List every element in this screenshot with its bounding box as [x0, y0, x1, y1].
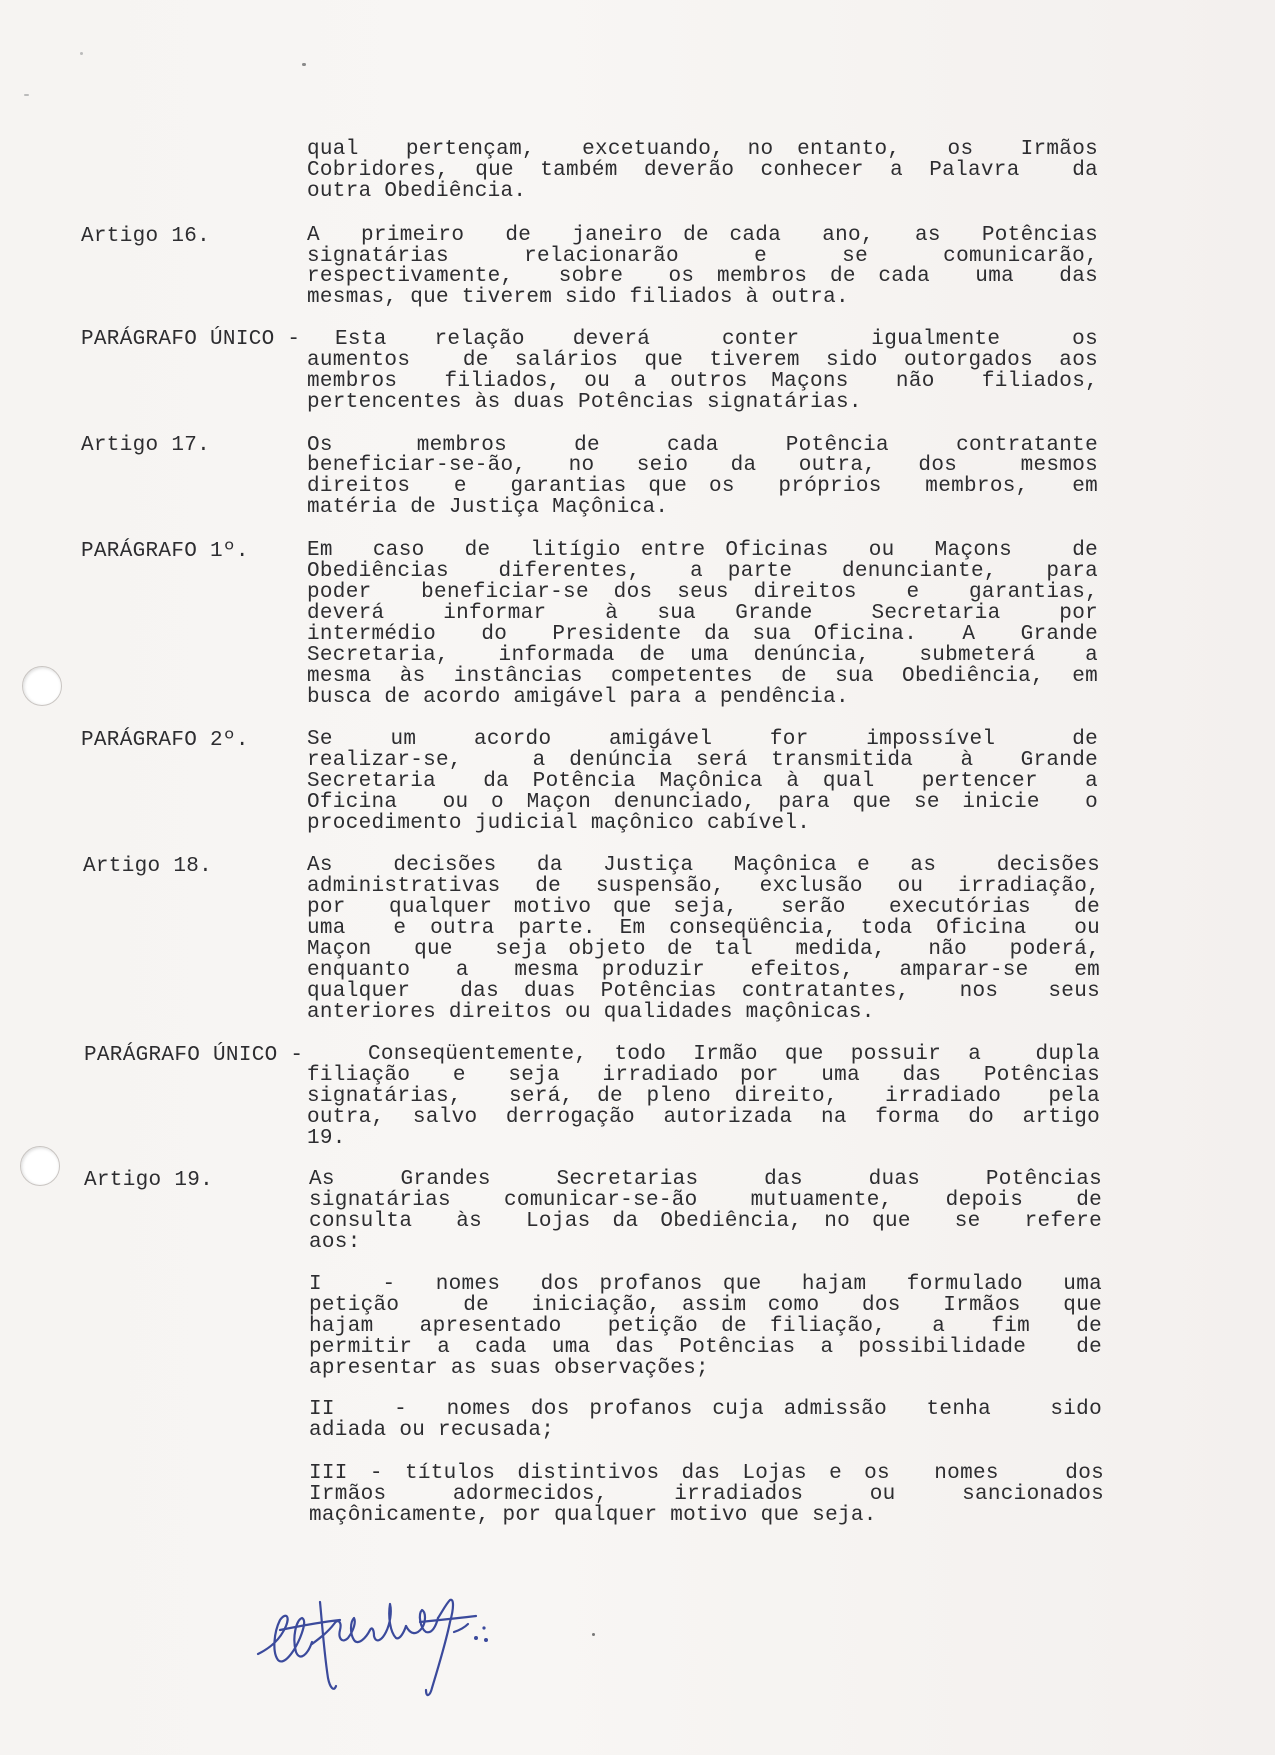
article-label: Artigo 17.	[81, 434, 211, 457]
text-line: beneficiar-se-ão, no seio da outra, dos mesmos	[307, 454, 1098, 477]
text-line: respectivamente, sobre os membros de cada uma das	[307, 265, 1098, 288]
text-line: Maçon que seja objeto de tal medida, não poderá,	[307, 938, 1100, 961]
text-line: signatárias comunicar-se-ão mutuamente, depois de	[309, 1189, 1102, 1212]
article-label: Artigo 18.	[83, 855, 213, 878]
text-line: enquanto a mesma produzir efeitos, amparar-se em	[307, 959, 1100, 982]
text-line: I - nomes dos profanos que hajam formulado uma	[309, 1273, 1102, 1296]
text-line: maçônicamente, por qualquer motivo que seja.	[309, 1504, 877, 1527]
text-line: Cobridores, que também deverão conhecer a Palavra da	[307, 159, 1098, 182]
text-line: direitos e garantias que os próprios membros, em	[307, 475, 1098, 498]
text-line: III - títulos distintivos das Lojas e os nomes dos	[309, 1462, 1104, 1485]
text-line: Em caso de litígio entre Oficinas ou Maçons de	[307, 539, 1098, 562]
paragraph-label: PARÁGRAFO 1º.	[81, 540, 249, 563]
text-line: intermédio do Presidente da sua Oficina. A Grande	[307, 623, 1098, 646]
text-line: por qualquer motivo que seja, serão executórias de	[307, 896, 1100, 919]
text-line: filiação e seja irradiado por uma das Potências	[307, 1064, 1100, 1087]
text-line: Obediências diferentes, a parte denunciante, para	[307, 560, 1098, 583]
article-label: Artigo 16.	[81, 225, 211, 248]
text-line: petição de iniciação, assim como dos Irmãos que	[309, 1294, 1102, 1317]
text-line: Irmãos adormecidos, irradiados ou sancionados	[309, 1483, 1104, 1506]
text-line: deverá informar à sua Grande Secretaria por	[307, 602, 1098, 625]
paragraph-label: PARÁGRAFO 2º.	[81, 729, 249, 752]
text-line: adiada ou recusada;	[309, 1419, 555, 1442]
punch-hole-top	[22, 666, 62, 706]
text-line: qualquer das duas Potências contratantes, nos seus	[307, 980, 1100, 1003]
text-line: Se um acordo amigável for impossível de	[307, 728, 1098, 751]
handwritten-signature	[250, 1582, 540, 1702]
text-line: matéria de Justiça Maçônica.	[307, 496, 669, 519]
text-line: poder beneficiar-se dos seus direitos e garantias,	[307, 581, 1098, 604]
text-line: signatárias relacionarão e se comunicarão,	[307, 245, 1098, 268]
text-line: As decisões da Justiça Maçônica e as decisões	[307, 854, 1100, 877]
text-line: aos:	[309, 1231, 361, 1254]
text-line: procedimento judicial maçônico cabível.	[307, 812, 811, 835]
text-line: busca de acordo amigável para a pendência.	[307, 686, 849, 709]
punch-hole-bottom	[20, 1146, 60, 1186]
text-line: aumentos de salários que tiverem sido outorgados aos	[307, 349, 1098, 372]
article-label: Artigo 19.	[84, 1169, 214, 1192]
text-line: II - nomes dos profanos cuja admissão tenha sido	[309, 1398, 1102, 1421]
text-line: consulta às Lojas da Obediência, no que se refere	[309, 1210, 1102, 1233]
text-line: Os membros de cada Potência contratante	[307, 434, 1098, 457]
text-line: mesmas, que tiverem sido filiados à outra.	[307, 286, 849, 309]
paper-speck	[80, 52, 83, 55]
paper-speck	[24, 94, 29, 96]
text-line: permitir a cada uma das Potências a possibilidade de	[309, 1336, 1102, 1359]
text-line: membros filiados, ou a outros Maçons não filiados,	[307, 370, 1098, 393]
text-line: Conseqüentemente, todo Irmão que possuir a dupla	[368, 1043, 1100, 1066]
text-line: As Grandes Secretarias das duas Potências	[309, 1168, 1102, 1191]
paper-speck	[302, 63, 306, 66]
text-line: apresentar as suas observações;	[309, 1357, 709, 1380]
text-line: outra, salvo derrogação autorizada na forma do artigo	[307, 1106, 1100, 1129]
text-line: uma e outra parte. Em conseqüência, toda Oficina ou	[307, 917, 1100, 940]
text-line: hajam apresentado petição de filiação, a fim de	[309, 1315, 1102, 1338]
text-line: realizar-se, a denúncia será transmitida à Grande	[307, 749, 1098, 772]
text-line: pertencentes às duas Potências signatárias.	[307, 391, 862, 414]
text-line: Esta relação deverá conter igualmente os	[335, 328, 1098, 351]
text-line: administrativas de suspensão, exclusão ou irradiação,	[307, 875, 1100, 898]
text-line: mesma às instâncias competentes de sua Obediência, em	[307, 665, 1098, 688]
text-line: Secretaria, informada de uma denúncia, submeterá a	[307, 644, 1098, 667]
paper-speck	[592, 1633, 595, 1636]
text-line: anteriores direitos ou qualidades maçônicas.	[307, 1001, 875, 1024]
text-line: 19.	[307, 1127, 346, 1150]
paragraph-label: PARÁGRAFO ÚNICO -	[84, 1044, 304, 1067]
text-line: qual pertençam, excetuando, no entanto, os Irmãos	[307, 138, 1098, 161]
text-line: Secretaria da Potência Maçônica à qual pertencer a	[307, 770, 1098, 793]
text-line: signatárias, será, de pleno direito, irradiado pela	[307, 1085, 1100, 1108]
text-line: A primeiro de janeiro de cada ano, as Potências	[307, 224, 1098, 247]
text-line: Oficina ou o Maçon denunciado, para que se inicie o	[307, 791, 1098, 814]
text-line: outra Obediência.	[307, 180, 527, 203]
paragraph-label: PARÁGRAFO ÚNICO -	[81, 328, 301, 351]
